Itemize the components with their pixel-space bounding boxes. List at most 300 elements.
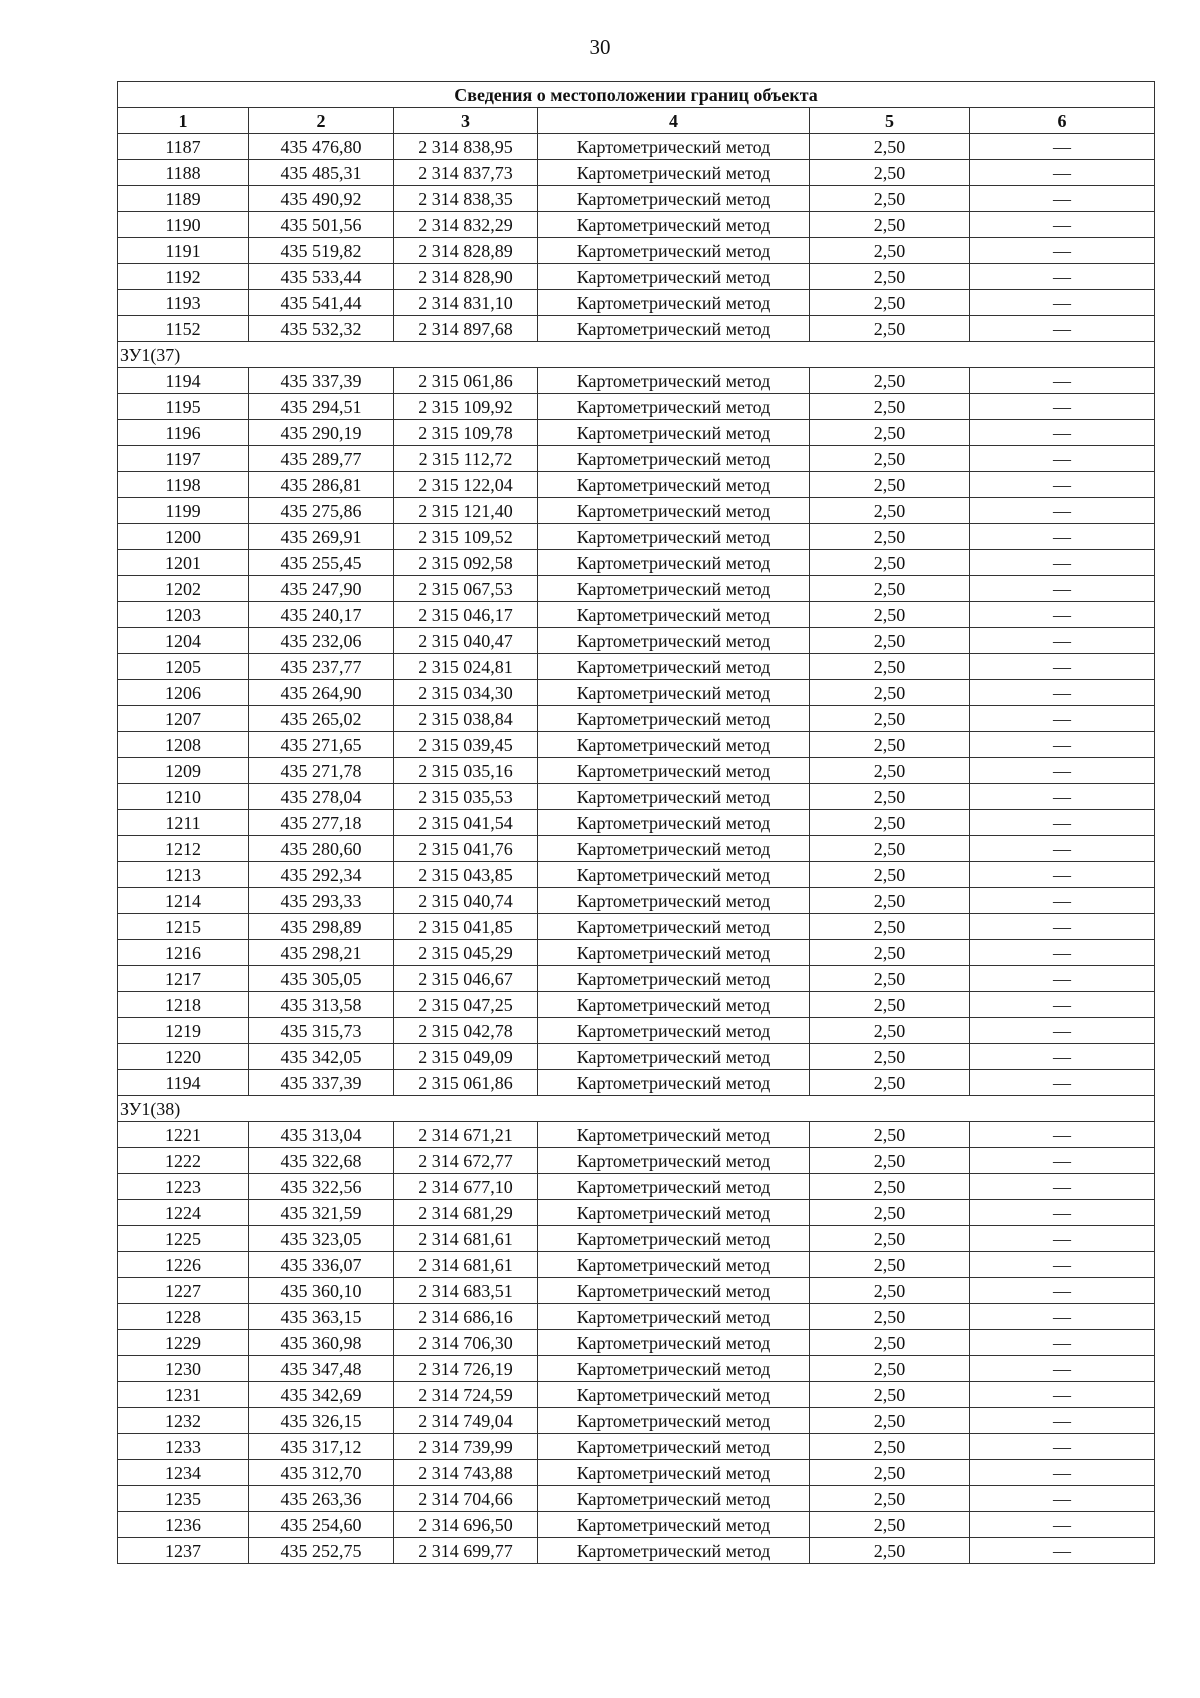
table-row	[118, 446, 1155, 472]
method-cell: Картометрический метод	[538, 264, 810, 290]
group-header-row	[118, 1096, 1155, 1122]
accuracy-cell: 2,50	[810, 1278, 970, 1304]
description-cell: —	[970, 1538, 1155, 1564]
description-cell: —	[970, 290, 1155, 316]
table-row	[118, 524, 1155, 550]
column-number-row	[118, 108, 1155, 134]
point-number-cell: 1237	[118, 1538, 249, 1564]
method-cell: Картометрический метод	[538, 576, 810, 602]
accuracy-cell: 2,50	[810, 1252, 970, 1278]
description-cell: —	[970, 628, 1155, 654]
table-row	[118, 810, 1155, 836]
method-cell: Картометрический метод	[538, 1304, 810, 1330]
description-cell: —	[970, 1070, 1155, 1096]
table-row	[118, 160, 1155, 186]
table-row	[118, 732, 1155, 758]
table-row	[118, 1148, 1155, 1174]
table-row	[118, 1356, 1155, 1382]
method-cell: Картометрический метод	[538, 498, 810, 524]
table-row	[118, 966, 1155, 992]
description-cell: —	[970, 316, 1155, 342]
x-coordinate-cell: 435 269,91	[249, 524, 394, 550]
accuracy-cell: 2,50	[810, 472, 970, 498]
y-coordinate-cell: 2 314 832,29	[394, 212, 538, 238]
accuracy-cell: 2,50	[810, 1122, 970, 1148]
point-number-cell: 1219	[118, 1018, 249, 1044]
y-coordinate-cell: 2 315 042,78	[394, 1018, 538, 1044]
table-row	[118, 472, 1155, 498]
x-coordinate-cell: 435 292,34	[249, 862, 394, 888]
method-cell: Картометрический метод	[538, 784, 810, 810]
table-row	[118, 368, 1155, 394]
group-label: ЗУ1(38)	[118, 1096, 1155, 1122]
x-coordinate-cell: 435 298,89	[249, 914, 394, 940]
y-coordinate-cell: 2 315 046,67	[394, 966, 538, 992]
column-header: 3	[394, 108, 538, 134]
point-number-cell: 1209	[118, 758, 249, 784]
description-cell: —	[970, 1460, 1155, 1486]
x-coordinate-cell: 435 360,98	[249, 1330, 394, 1356]
y-coordinate-cell: 2 314 681,29	[394, 1200, 538, 1226]
table-row	[118, 1278, 1155, 1304]
y-coordinate-cell: 2 314 726,19	[394, 1356, 538, 1382]
method-cell: Картометрический метод	[538, 602, 810, 628]
accuracy-cell: 2,50	[810, 290, 970, 316]
x-coordinate-cell: 435 317,12	[249, 1434, 394, 1460]
y-coordinate-cell: 2 314 828,90	[394, 264, 538, 290]
description-cell: —	[970, 1252, 1155, 1278]
point-number-cell: 1188	[118, 160, 249, 186]
x-coordinate-cell: 435 336,07	[249, 1252, 394, 1278]
accuracy-cell: 2,50	[810, 394, 970, 420]
x-coordinate-cell: 435 232,06	[249, 628, 394, 654]
table-row	[118, 1174, 1155, 1200]
table-row	[118, 576, 1155, 602]
y-coordinate-cell: 2 314 681,61	[394, 1252, 538, 1278]
accuracy-cell: 2,50	[810, 758, 970, 784]
description-cell: —	[970, 1174, 1155, 1200]
method-cell: Картометрический метод	[538, 758, 810, 784]
description-cell: —	[970, 1226, 1155, 1252]
description-cell: —	[970, 1304, 1155, 1330]
accuracy-cell: 2,50	[810, 1044, 970, 1070]
accuracy-cell: 2,50	[810, 654, 970, 680]
point-number-cell: 1215	[118, 914, 249, 940]
description-cell: —	[970, 914, 1155, 940]
accuracy-cell: 2,50	[810, 264, 970, 290]
method-cell: Картометрический метод	[538, 1538, 810, 1564]
point-number-cell: 1193	[118, 290, 249, 316]
y-coordinate-cell: 2 315 121,40	[394, 498, 538, 524]
table-row	[118, 498, 1155, 524]
accuracy-cell: 2,50	[810, 888, 970, 914]
table-title: Сведения о местоположении границ объекта	[118, 82, 1155, 108]
accuracy-cell: 2,50	[810, 602, 970, 628]
description-cell: —	[970, 966, 1155, 992]
x-coordinate-cell: 435 321,59	[249, 1200, 394, 1226]
y-coordinate-cell: 2 314 699,77	[394, 1538, 538, 1564]
point-number-cell: 1194	[118, 1070, 249, 1096]
table-row	[118, 992, 1155, 1018]
accuracy-cell: 2,50	[810, 160, 970, 186]
accuracy-cell: 2,50	[810, 1382, 970, 1408]
table-row	[118, 836, 1155, 862]
point-number-cell: 1201	[118, 550, 249, 576]
method-cell: Картометрический метод	[538, 706, 810, 732]
table-row	[118, 1018, 1155, 1044]
method-cell: Картометрический метод	[538, 1278, 810, 1304]
method-cell: Картометрический метод	[538, 1018, 810, 1044]
point-number-cell: 1195	[118, 394, 249, 420]
table-row	[118, 1226, 1155, 1252]
description-cell: —	[970, 602, 1155, 628]
accuracy-cell: 2,50	[810, 420, 970, 446]
x-coordinate-cell: 435 312,70	[249, 1460, 394, 1486]
x-coordinate-cell: 435 501,56	[249, 212, 394, 238]
method-cell: Картометрический метод	[538, 1174, 810, 1200]
method-cell: Картометрический метод	[538, 1382, 810, 1408]
x-coordinate-cell: 435 347,48	[249, 1356, 394, 1382]
table-row	[118, 784, 1155, 810]
point-number-cell: 1212	[118, 836, 249, 862]
y-coordinate-cell: 2 314 724,59	[394, 1382, 538, 1408]
description-cell: —	[970, 446, 1155, 472]
y-coordinate-cell: 2 315 046,17	[394, 602, 538, 628]
method-cell: Картометрический метод	[538, 394, 810, 420]
y-coordinate-cell: 2 314 739,99	[394, 1434, 538, 1460]
method-cell: Картометрический метод	[538, 862, 810, 888]
y-coordinate-cell: 2 315 035,53	[394, 784, 538, 810]
x-coordinate-cell: 435 322,68	[249, 1148, 394, 1174]
table-row	[118, 1486, 1155, 1512]
column-header: 4	[538, 108, 810, 134]
table-row	[118, 914, 1155, 940]
method-cell: Картометрический метод	[538, 1252, 810, 1278]
accuracy-cell: 2,50	[810, 1304, 970, 1330]
accuracy-cell: 2,50	[810, 1486, 970, 1512]
point-number-cell: 1235	[118, 1486, 249, 1512]
description-cell: —	[970, 1356, 1155, 1382]
y-coordinate-cell: 2 315 034,30	[394, 680, 538, 706]
x-coordinate-cell: 435 485,31	[249, 160, 394, 186]
accuracy-cell: 2,50	[810, 810, 970, 836]
point-number-cell: 1189	[118, 186, 249, 212]
method-cell: Картометрический метод	[538, 1330, 810, 1356]
accuracy-cell: 2,50	[810, 1018, 970, 1044]
table-row	[118, 1408, 1155, 1434]
y-coordinate-cell: 2 315 122,04	[394, 472, 538, 498]
point-number-cell: 1207	[118, 706, 249, 732]
method-cell: Картометрический метод	[538, 810, 810, 836]
point-number-cell: 1231	[118, 1382, 249, 1408]
table-row	[118, 1434, 1155, 1460]
x-coordinate-cell: 435 533,44	[249, 264, 394, 290]
accuracy-cell: 2,50	[810, 498, 970, 524]
method-cell: Картометрический метод	[538, 134, 810, 160]
point-number-cell: 1216	[118, 940, 249, 966]
accuracy-cell: 2,50	[810, 862, 970, 888]
y-coordinate-cell: 2 314 831,10	[394, 290, 538, 316]
x-coordinate-cell: 435 265,02	[249, 706, 394, 732]
y-coordinate-cell: 2 314 683,51	[394, 1278, 538, 1304]
table-row	[118, 316, 1155, 342]
y-coordinate-cell: 2 314 686,16	[394, 1304, 538, 1330]
description-cell: —	[970, 1044, 1155, 1070]
accuracy-cell: 2,50	[810, 524, 970, 550]
y-coordinate-cell: 2 315 092,58	[394, 550, 538, 576]
page-number: 30	[589, 35, 611, 59]
point-number-cell: 1202	[118, 576, 249, 602]
method-cell: Картометрический метод	[538, 524, 810, 550]
x-coordinate-cell: 435 280,60	[249, 836, 394, 862]
point-number-cell: 1236	[118, 1512, 249, 1538]
description-cell: —	[970, 420, 1155, 446]
y-coordinate-cell: 2 314 677,10	[394, 1174, 538, 1200]
point-number-cell: 1214	[118, 888, 249, 914]
y-coordinate-cell: 2 315 112,72	[394, 446, 538, 472]
x-coordinate-cell: 435 541,44	[249, 290, 394, 316]
accuracy-cell: 2,50	[810, 732, 970, 758]
accuracy-cell: 2,50	[810, 1538, 970, 1564]
column-header: 5	[810, 108, 970, 134]
x-coordinate-cell: 435 278,04	[249, 784, 394, 810]
y-coordinate-cell: 2 314 671,21	[394, 1122, 538, 1148]
accuracy-cell: 2,50	[810, 628, 970, 654]
method-cell: Картометрический метод	[538, 420, 810, 446]
x-coordinate-cell: 435 254,60	[249, 1512, 394, 1538]
method-cell: Картометрический метод	[538, 628, 810, 654]
y-coordinate-cell: 2 315 061,86	[394, 1070, 538, 1096]
table-row	[118, 186, 1155, 212]
table-row	[118, 290, 1155, 316]
table-row	[118, 420, 1155, 446]
x-coordinate-cell: 435 323,05	[249, 1226, 394, 1252]
description-cell: —	[970, 576, 1155, 602]
x-coordinate-cell: 435 305,05	[249, 966, 394, 992]
accuracy-cell: 2,50	[810, 966, 970, 992]
accuracy-cell: 2,50	[810, 706, 970, 732]
y-coordinate-cell: 2 315 109,52	[394, 524, 538, 550]
point-number-cell: 1226	[118, 1252, 249, 1278]
accuracy-cell: 2,50	[810, 1070, 970, 1096]
description-cell: —	[970, 368, 1155, 394]
point-number-cell: 1152	[118, 316, 249, 342]
description-cell: —	[970, 992, 1155, 1018]
y-coordinate-cell: 2 314 838,35	[394, 186, 538, 212]
boundary-coordinates-table	[117, 81, 1155, 1564]
y-coordinate-cell: 2 315 041,54	[394, 810, 538, 836]
table-row	[118, 134, 1155, 160]
method-cell: Картометрический метод	[538, 212, 810, 238]
description-cell: —	[970, 1018, 1155, 1044]
method-cell: Картометрический метод	[538, 1122, 810, 1148]
column-header: 1	[118, 108, 249, 134]
table-row	[118, 706, 1155, 732]
accuracy-cell: 2,50	[810, 134, 970, 160]
method-cell: Картометрический метод	[538, 966, 810, 992]
x-coordinate-cell: 435 275,86	[249, 498, 394, 524]
method-cell: Картометрический метод	[538, 680, 810, 706]
point-number-cell: 1230	[118, 1356, 249, 1382]
point-number-cell: 1221	[118, 1122, 249, 1148]
table-row	[118, 628, 1155, 654]
method-cell: Картометрический метод	[538, 446, 810, 472]
description-cell: —	[970, 888, 1155, 914]
accuracy-cell: 2,50	[810, 1460, 970, 1486]
table-row	[118, 680, 1155, 706]
point-number-cell: 1229	[118, 1330, 249, 1356]
description-cell: —	[970, 134, 1155, 160]
point-number-cell: 1211	[118, 810, 249, 836]
table-row	[118, 1382, 1155, 1408]
x-coordinate-cell: 435 337,39	[249, 368, 394, 394]
accuracy-cell: 2,50	[810, 1434, 970, 1460]
y-coordinate-cell: 2 315 038,84	[394, 706, 538, 732]
description-cell: —	[970, 810, 1155, 836]
description-cell: —	[970, 186, 1155, 212]
y-coordinate-cell: 2 314 743,88	[394, 1460, 538, 1486]
x-coordinate-cell: 435 337,39	[249, 1070, 394, 1096]
y-coordinate-cell: 2 315 035,16	[394, 758, 538, 784]
y-coordinate-cell: 2 314 681,61	[394, 1226, 538, 1252]
x-coordinate-cell: 435 286,81	[249, 472, 394, 498]
accuracy-cell: 2,50	[810, 784, 970, 810]
x-coordinate-cell: 435 290,19	[249, 420, 394, 446]
description-cell: —	[970, 498, 1155, 524]
x-coordinate-cell: 435 490,92	[249, 186, 394, 212]
x-coordinate-cell: 435 342,05	[249, 1044, 394, 1070]
description-cell: —	[970, 472, 1155, 498]
table-row	[118, 1512, 1155, 1538]
description-cell: —	[970, 758, 1155, 784]
point-number-cell: 1190	[118, 212, 249, 238]
accuracy-cell: 2,50	[810, 940, 970, 966]
method-cell: Картометрический метод	[538, 1070, 810, 1096]
point-number-cell: 1225	[118, 1226, 249, 1252]
table-row	[118, 1460, 1155, 1486]
accuracy-cell: 2,50	[810, 836, 970, 862]
point-number-cell: 1228	[118, 1304, 249, 1330]
description-cell: —	[970, 1278, 1155, 1304]
x-coordinate-cell: 435 247,90	[249, 576, 394, 602]
y-coordinate-cell: 2 314 704,66	[394, 1486, 538, 1512]
accuracy-cell: 2,50	[810, 1226, 970, 1252]
method-cell: Картометрический метод	[538, 940, 810, 966]
y-coordinate-cell: 2 314 672,77	[394, 1148, 538, 1174]
x-coordinate-cell: 435 476,80	[249, 134, 394, 160]
group-header-row	[118, 342, 1155, 368]
table-row	[118, 212, 1155, 238]
accuracy-cell: 2,50	[810, 316, 970, 342]
x-coordinate-cell: 435 289,77	[249, 446, 394, 472]
point-number-cell: 1210	[118, 784, 249, 810]
point-number-cell: 1233	[118, 1434, 249, 1460]
y-coordinate-cell: 2 315 041,85	[394, 914, 538, 940]
accuracy-cell: 2,50	[810, 1512, 970, 1538]
table-row	[118, 654, 1155, 680]
description-cell: —	[970, 940, 1155, 966]
x-coordinate-cell: 435 322,56	[249, 1174, 394, 1200]
description-cell: —	[970, 1408, 1155, 1434]
description-cell: —	[970, 212, 1155, 238]
y-coordinate-cell: 2 315 040,74	[394, 888, 538, 914]
table-row	[118, 394, 1155, 420]
table-row	[118, 1538, 1155, 1564]
x-coordinate-cell: 435 240,17	[249, 602, 394, 628]
x-coordinate-cell: 435 252,75	[249, 1538, 394, 1564]
y-coordinate-cell: 2 315 067,53	[394, 576, 538, 602]
point-number-cell: 1232	[118, 1408, 249, 1434]
point-number-cell: 1234	[118, 1460, 249, 1486]
x-coordinate-cell: 435 271,65	[249, 732, 394, 758]
method-cell: Картометрический метод	[538, 316, 810, 342]
description-cell: —	[970, 1200, 1155, 1226]
method-cell: Картометрический метод	[538, 368, 810, 394]
point-number-cell: 1197	[118, 446, 249, 472]
method-cell: Картометрический метод	[538, 1434, 810, 1460]
table-row	[118, 758, 1155, 784]
table-body	[118, 134, 1155, 1564]
x-coordinate-cell: 435 313,04	[249, 1122, 394, 1148]
method-cell: Картометрический метод	[538, 1512, 810, 1538]
y-coordinate-cell: 2 314 749,04	[394, 1408, 538, 1434]
x-coordinate-cell: 435 360,10	[249, 1278, 394, 1304]
column-header: 6	[970, 108, 1155, 134]
y-coordinate-cell: 2 314 837,73	[394, 160, 538, 186]
x-coordinate-cell: 435 277,18	[249, 810, 394, 836]
point-number-cell: 1222	[118, 1148, 249, 1174]
table-row	[118, 1070, 1155, 1096]
accuracy-cell: 2,50	[810, 368, 970, 394]
x-coordinate-cell: 435 294,51	[249, 394, 394, 420]
table-row	[118, 1252, 1155, 1278]
accuracy-cell: 2,50	[810, 1200, 970, 1226]
description-cell: —	[970, 1382, 1155, 1408]
x-coordinate-cell: 435 519,82	[249, 238, 394, 264]
y-coordinate-cell: 2 314 838,95	[394, 134, 538, 160]
point-number-cell: 1217	[118, 966, 249, 992]
description-cell: —	[970, 784, 1155, 810]
accuracy-cell: 2,50	[810, 1174, 970, 1200]
table-row	[118, 940, 1155, 966]
point-number-cell: 1194	[118, 368, 249, 394]
y-coordinate-cell: 2 314 828,89	[394, 238, 538, 264]
method-cell: Картометрический метод	[538, 992, 810, 1018]
method-cell: Картометрический метод	[538, 1200, 810, 1226]
method-cell: Картометрический метод	[538, 238, 810, 264]
accuracy-cell: 2,50	[810, 446, 970, 472]
x-coordinate-cell: 435 342,69	[249, 1382, 394, 1408]
description-cell: —	[970, 654, 1155, 680]
y-coordinate-cell: 2 315 047,25	[394, 992, 538, 1018]
accuracy-cell: 2,50	[810, 238, 970, 264]
y-coordinate-cell: 2 314 706,30	[394, 1330, 538, 1356]
accuracy-cell: 2,50	[810, 914, 970, 940]
x-coordinate-cell: 435 315,73	[249, 1018, 394, 1044]
method-cell: Картометрический метод	[538, 290, 810, 316]
description-cell: —	[970, 680, 1155, 706]
table-title-row	[118, 82, 1155, 108]
point-number-cell: 1204	[118, 628, 249, 654]
x-coordinate-cell: 435 326,15	[249, 1408, 394, 1434]
table-row	[118, 1304, 1155, 1330]
y-coordinate-cell: 2 315 061,86	[394, 368, 538, 394]
description-cell: —	[970, 160, 1155, 186]
description-cell: —	[970, 1330, 1155, 1356]
x-coordinate-cell: 435 263,36	[249, 1486, 394, 1512]
description-cell: —	[970, 1512, 1155, 1538]
y-coordinate-cell: 2 315 024,81	[394, 654, 538, 680]
